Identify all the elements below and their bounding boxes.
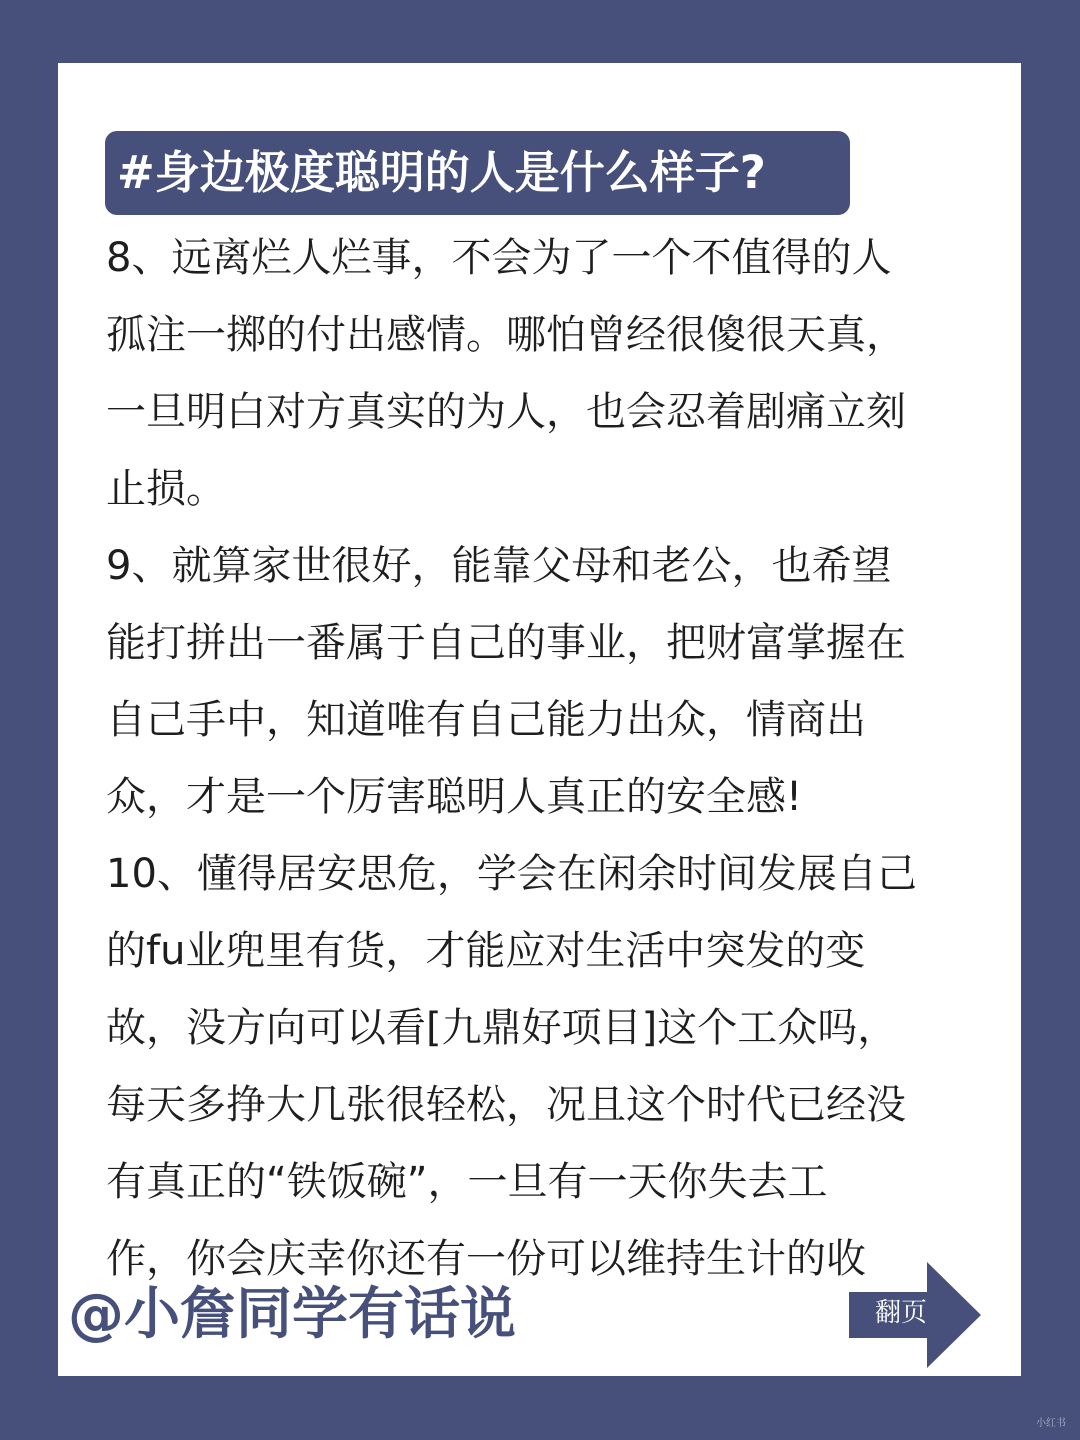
text-line: 的fu业兜里有货，才能应对生活中突发的变 — [106, 928, 866, 974]
text-line: 每天多挣大几张很轻松，况且这个时代已经没 — [106, 1082, 906, 1128]
author-handle: @小詹同学有话说 — [68, 1282, 516, 1347]
page-title: #身边极度聪明的人是什么样子? — [117, 145, 766, 199]
text-line: 有真正的“铁饭碗”，一旦有一天你失去工 — [106, 1159, 828, 1205]
text-line: 作，你会庆幸你还有一份可以维持生计的收 — [106, 1236, 866, 1282]
text-line: 9、就算家世很好，能靠父母和老公，也希望 — [106, 543, 892, 589]
text-line: 一旦明白对方真实的为人，也会忍着剧痛立刻 — [106, 389, 906, 435]
next-page-label: 翻页 — [874, 1298, 927, 1328]
text-line: 故，没方向可以看[九鼎好项目]这个工众吗， — [106, 1005, 898, 1051]
article-body — [106, 220, 966, 1298]
text-line: 自己手中，知道唯有自己能力出众，情商出 — [106, 697, 866, 743]
watermark: 小红书 — [1036, 1418, 1066, 1429]
text-line: 众，才是一个厉害聪明人真正的安全感! — [106, 774, 803, 820]
text-line: 能打拼出一番属于自己的事业，把财富掌握在 — [106, 620, 906, 666]
text-line: 10、懂得居安思危，学会在闲余时间发展自己 — [106, 851, 917, 897]
title-banner — [105, 131, 850, 215]
text-line: 孤注一掷的付出感情。哪怕曾经很傻很天真， — [106, 312, 906, 358]
text-line: 8、远离烂人烂事，不会为了一个不值得的人 — [106, 235, 892, 281]
next-page-button[interactable] — [849, 1262, 981, 1368]
text-line: 止损。 — [106, 466, 226, 512]
